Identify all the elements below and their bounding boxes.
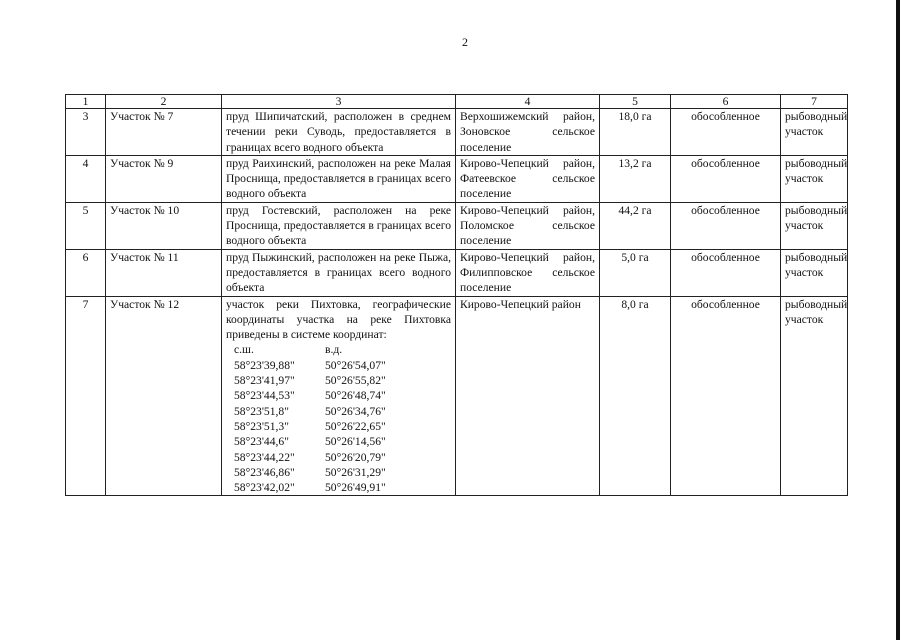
latitude-value: 58°23'39,88" <box>234 358 295 372</box>
plot-description: пруд Раихинский, расположен на реке Малая Проснища, предоставляется в границах всего водного объекта <box>222 155 456 202</box>
plot-type: обособленное <box>671 202 781 249</box>
plot-description: пруд Шипичатский, расположен в среднем течении реки Суводь, предоставляется в границах всего водного объекта <box>222 109 456 156</box>
column-header: 3 <box>222 95 456 109</box>
plot-name: Участок № 11 <box>106 249 222 296</box>
table-row <box>66 155 848 202</box>
plot-type: обособленное <box>671 249 781 296</box>
coordinate-row <box>234 373 451 388</box>
latitude-value: 58°23'51,8" <box>234 404 289 418</box>
longitude-value: 50°26'31,29" <box>325 465 386 479</box>
plot-description-cell <box>222 296 456 496</box>
coordinate-row <box>234 450 451 465</box>
latitude-header: с.ш. <box>234 343 254 357</box>
plot-purpose: рыбоводный участок <box>781 202 848 249</box>
plot-type: обособленное <box>671 109 781 156</box>
latitude-value: 58°23'51,3" <box>234 419 289 433</box>
plot-name: Участок № 7 <box>106 109 222 156</box>
latitude-value: 58°23'46,86" <box>234 465 295 479</box>
coordinate-row <box>234 404 451 419</box>
coordinate-row <box>234 388 451 403</box>
page-edge-border <box>896 0 900 640</box>
longitude-value: 50°26'49,91" <box>325 481 386 495</box>
plot-purpose: рыбоводный участок <box>781 296 848 496</box>
plot-area: 13,2 га <box>600 155 671 202</box>
coordinate-row <box>234 419 451 434</box>
coordinate-row <box>234 480 451 495</box>
page-number: 2 <box>462 35 468 49</box>
plot-area: 8,0 га <box>600 296 671 496</box>
plot-location: Кирово-Чепецкий район <box>456 296 600 496</box>
longitude-value: 50°26'14,56" <box>325 435 386 449</box>
row-number: 4 <box>66 155 106 202</box>
longitude-value: 50°26'55,82" <box>325 374 386 388</box>
column-header: 6 <box>671 95 781 109</box>
longitude-value: 50°26'22,65" <box>325 419 386 433</box>
plot-location: Кирово-Чепецкий район, Филипповское сельское поселение <box>456 249 600 296</box>
water-areas-table <box>65 94 848 496</box>
plot-description: пруд Гостевский, расположен на реке Проснища, предоставляется в границах всего водного объекта <box>222 202 456 249</box>
row-number: 7 <box>66 296 106 496</box>
column-header: 4 <box>456 95 600 109</box>
plot-area: 44,2 га <box>600 202 671 249</box>
latitude-value: 58°23'44,6" <box>234 435 289 449</box>
plot-location: Кирово-Чепецкий район, Поломское сельское поселение <box>456 202 600 249</box>
plot-area: 5,0 га <box>600 249 671 296</box>
coordinate-row <box>234 434 451 449</box>
coordinates-list <box>234 342 451 495</box>
coordinate-row <box>234 358 451 373</box>
plot-description: пруд Пыжинский, расположен на реке Пыжа, предоставляется в границах всего водного объекта <box>222 249 456 296</box>
plot-purpose: рыбоводный участок <box>781 155 848 202</box>
row-number: 5 <box>66 202 106 249</box>
plot-name: Участок № 10 <box>106 202 222 249</box>
latitude-value: 58°23'44,22" <box>234 450 295 464</box>
coordinates-header <box>234 342 451 357</box>
plot-description: участок реки Пихтовка, географические координаты участка на реке Пихтовка приведены в системе координат: <box>226 297 451 342</box>
column-header: 1 <box>66 95 106 109</box>
column-header: 2 <box>106 95 222 109</box>
plot-name: Участок № 9 <box>106 155 222 202</box>
row-number: 3 <box>66 109 106 156</box>
plot-location: Кирово-Чепецкий район, Фатеевское сельское поселение <box>456 155 600 202</box>
column-header: 5 <box>600 95 671 109</box>
longitude-value: 50°26'48,74" <box>325 389 386 403</box>
table-row <box>66 109 848 156</box>
table-row <box>66 296 848 496</box>
latitude-value: 58°23'42,02" <box>234 481 295 495</box>
longitude-value: 50°26'54,07" <box>325 358 386 372</box>
plot-area: 18,0 га <box>600 109 671 156</box>
row-number: 6 <box>66 249 106 296</box>
plot-location: Верхошижемский район, Зоновское сельское поселение <box>456 109 600 156</box>
plot-type: обособленное <box>671 155 781 202</box>
table-row <box>66 202 848 249</box>
table-header-row <box>66 95 848 109</box>
longitude-value: 50°26'34,76" <box>325 404 386 418</box>
table-row <box>66 249 848 296</box>
column-header: 7 <box>781 95 848 109</box>
longitude-header: в.д. <box>325 343 343 357</box>
longitude-value: 50°26'20,79" <box>325 450 386 464</box>
plot-name: Участок № 12 <box>106 296 222 496</box>
plot-purpose: рыбоводный участок <box>781 109 848 156</box>
coordinate-row <box>234 465 451 480</box>
plot-purpose: рыбоводный участок <box>781 249 848 296</box>
latitude-value: 58°23'41,97" <box>234 374 295 388</box>
latitude-value: 58°23'44,53" <box>234 389 295 403</box>
plot-type: обособленное <box>671 296 781 496</box>
